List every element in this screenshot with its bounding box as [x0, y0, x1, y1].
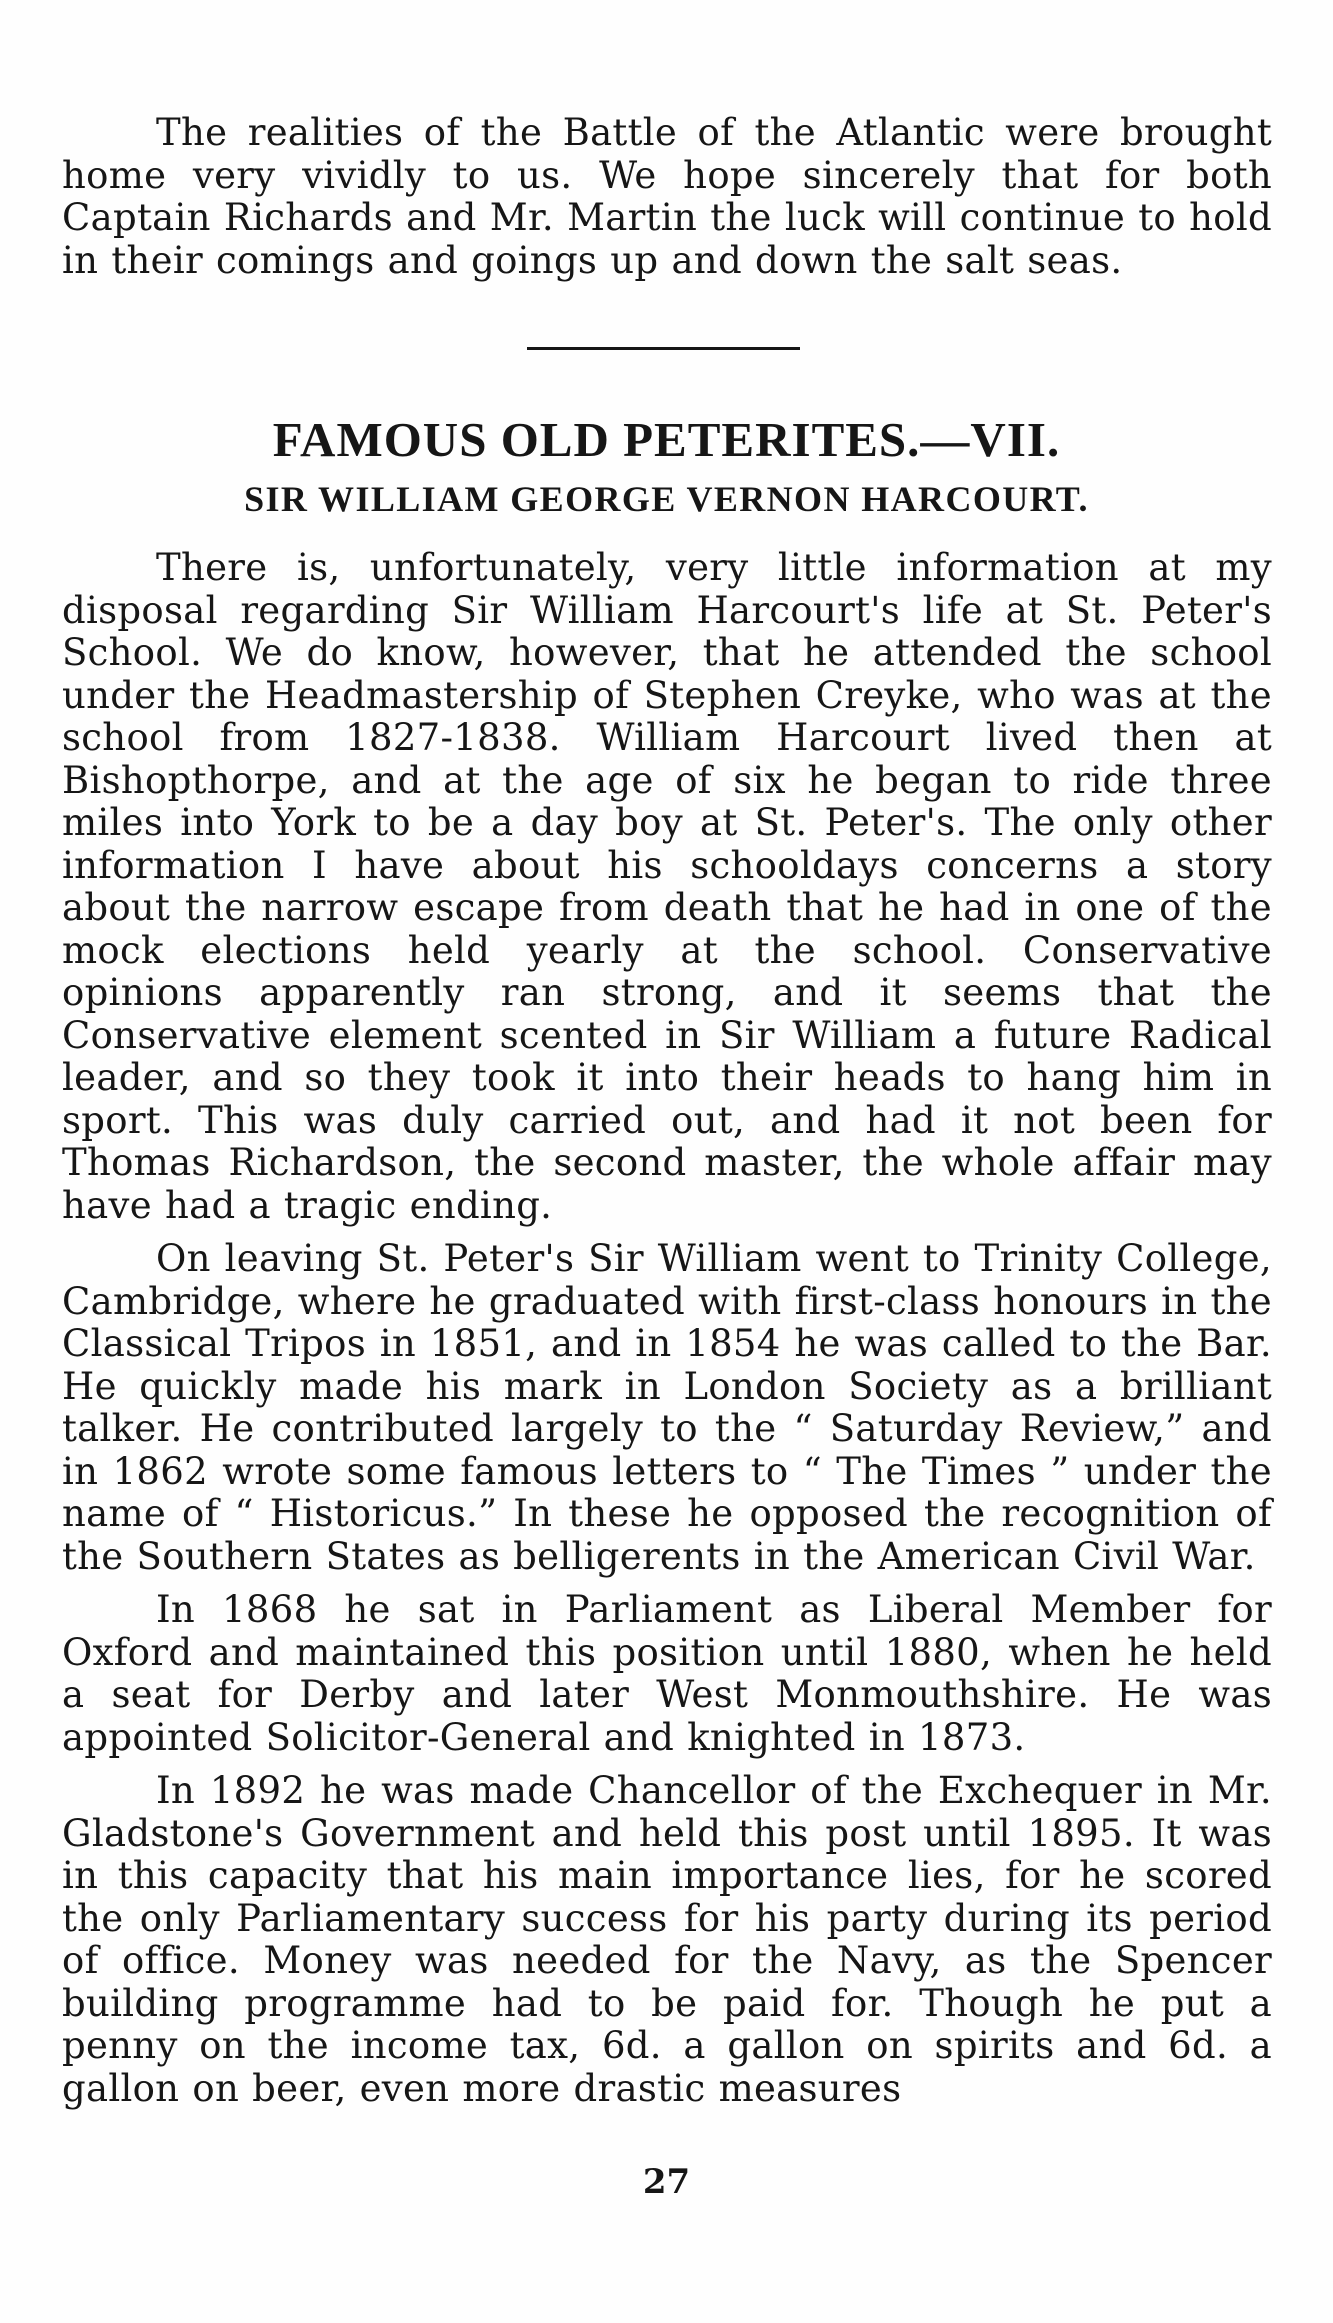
section-divider: [527, 347, 800, 350]
article-paragraph: There is, unfortunately, very little information at my disposal regarding Sir William Harcourt's life at St. Peter's School. We do know, however, that he attended the school under the Headmastership of Stephen Creyke, who was at the school from 1827-1838. William Harcourt lived then at Bishopthorpe, and at the age of six he began to ride three miles into York to be a day boy at St. Peter's. The only other information I have about his schooldays concerns a story about the narrow escape from death that he had in one of the mock elections held yearly at the school. Conservative opinions apparently ran strong, and it seems that the Conservative element scented in Sir William a future Radical leader, and so they took it into their heads to hang him in sport. This was duly carried out, and had it not been for Thomas Richardson, the second master, the whole affair may have had a tragic ending.: [62, 546, 1272, 1227]
page-number: 27: [642, 2162, 691, 2202]
intro-paragraph: The realities of the Battle of the Atlantic were brought home very vividly to us. We hope sincerely that for both Captain Richards and Mr. Martin the luck will continue to hold in their comings and goings up and down the salt seas.: [62, 111, 1272, 282]
article-subtitle: SIR WILLIAM GEORGE VERNON HARCOURT.: [244, 479, 1089, 519]
article-paragraph: On leaving St. Peter's Sir William went to Trinity College, Cambridge, where he graduated with first-class honours in the Classical Tripos in 1851, and in 1854 he was called to the Bar. He quickly made his mark in London Society as a brilliant talker. He contributed largely to the “ Saturday Review,” and in 1862 wrote some famous letters to “ The Times ” under the name of “ Historicus.” In these he opposed the recognition of the Southern States as belligerents in the American Civil War.: [62, 1237, 1272, 1578]
article-title: FAMOUS OLD PETERITES.—VII.: [272, 412, 1061, 467]
article-body: [62, 547, 1272, 2110]
article-paragraph: In 1892 he was made Chancellor of the Exchequer in Mr. Gladstone's Government and held this post until 1895. It was in this capacity that his main importance lies, for he scored the only Parliamentary success for his party during its period of office. Money was needed for the Navy, as the Spencer building programme had to be paid for. Though he put a penny on the income tax, 6d. a gallon on spirits and 6d. a gallon on beer, even more drastic measures: [62, 1769, 1272, 2110]
intro-section: [62, 112, 1272, 282]
article-paragraph: In 1868 he sat in Parliament as Liberal Member for Oxford and maintained this position until 1880, when he held a seat for Derby and later West Monmouthshire. He was appointed Solicitor-General and knighted in 1873.: [62, 1588, 1272, 1759]
